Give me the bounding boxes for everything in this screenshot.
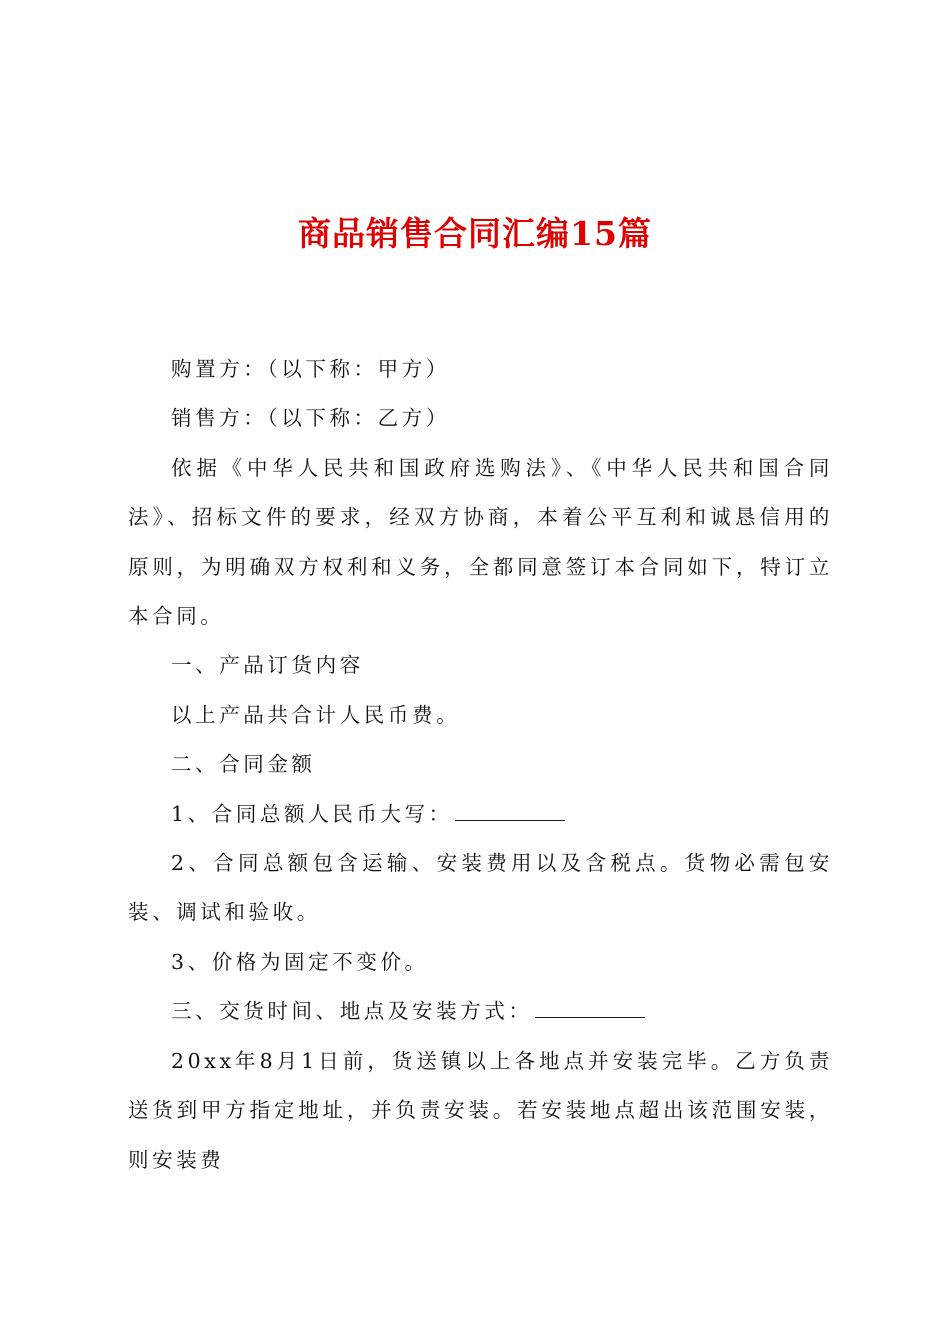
paragraph-amount-uppercase: 1、合同总额人民币大写： bbox=[128, 790, 833, 839]
document-title: 商品销售合同汇编15篇 bbox=[298, 214, 652, 253]
paragraph-seller: 销售方：（以下称：乙方） bbox=[171, 406, 450, 431]
section-heading-order-content: 一、产品订货内容 bbox=[171, 653, 364, 678]
section-heading-delivery: 三、交货时间、地点及安装方式： bbox=[128, 987, 833, 1036]
document-body bbox=[128, 345, 833, 1185]
paragraph-basis: 依据《中华人民共和国政府选购法》、《中华人民共和国合同法》、招标文件的要求，经双方协商，本着公平互利和诚恳信用的原则，为明确双方权利和义务，全都同意签订本合同如下，特订立本合同。 bbox=[128, 455, 833, 629]
fill-in-blank bbox=[455, 802, 565, 821]
paragraph-fixed-price: 3、价格为固定不变价。 bbox=[171, 949, 429, 974]
fill-in-blank bbox=[535, 999, 645, 1018]
section-heading-contract-amount: 二、合同金额 bbox=[171, 752, 316, 777]
paragraph-total-price: 以上产品共合计人民币费。 bbox=[171, 702, 461, 727]
paragraph-amount-includes: 2、合同总额包含运输、安装费用以及含税点。货物必需包安装、调试和验收。 bbox=[128, 851, 833, 925]
paragraph-delivery-details: 20xx年8月1日前，货送镇以上各地点并安装完毕。乙方负责送货到甲方指定地址，并负责安装。若安装地点超出该范围安装，则安装费 bbox=[128, 1048, 833, 1172]
paragraph-buyer: 购置方：（以下称：甲方） bbox=[171, 357, 450, 381]
